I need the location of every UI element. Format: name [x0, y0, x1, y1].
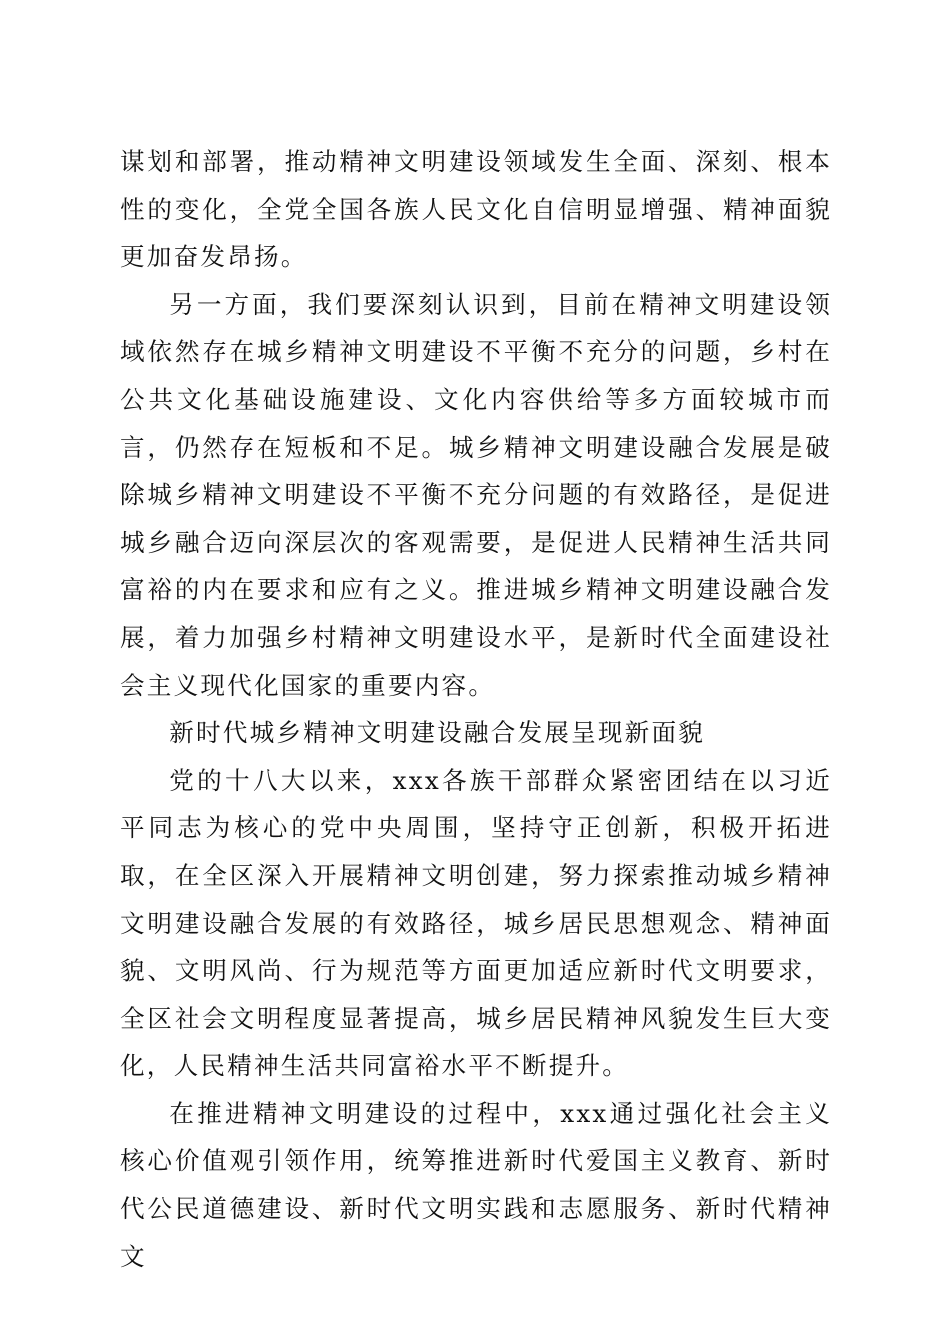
paragraph-since-eighteenth-congress: 党的十八大以来，xxx各族干部群众紧密团结在以习近平同志为核心的党中央周围，坚持守正创新，积极开拓进取，在全区深入开展精神文明创建，努力探索推动城乡精神文明建设融合发展的有效路径，城乡居民思想观念、精神面貌、文明风尚、行为规范等方面更加适应新时代文明要求，全区社会文明程度显著提高，城乡居民精神风貌发生巨大变化，人民精神生活共同富裕水平不断提升。 [120, 765, 832, 1081]
paragraph-promoting-civilization: 在推进精神文明建设的过程中，xxx通过强化社会主义核心价值观引领作用，统筹推进新时代爱国主义教育、新时代公民道德建设、新时代文明实践和志愿服务、新时代精神文 [120, 1098, 832, 1271]
paragraph-continuation: 谋划和部署，推动精神文明建设领域发生全面、深刻、根本性的变化，全党全国各族人民文化自信明显增强、精神面貌更加奋发昂扬。 [120, 147, 832, 272]
document-body [120, 138, 832, 1280]
paragraph-other-aspect: 另一方面，我们要深刻认识到，目前在精神文明建设领域依然存在城乡精神文明建设不平衡不充分的问题，乡村在公共文化基础设施建设、文化内容供给等多方面较城市而言，仍然存在短板和不足。城乡精神文明建设融合发展是破除城乡精神文明建设不平衡不充分问题的有效路径，是促进城乡融合迈向深层次的客观需要，是促进人民精神生活共同富裕的内在要求和应有之义。推进城乡精神文明建设融合发展，着力加强乡村精神文明建设水平，是新时代全面建设社会主义现代化国家的重要内容。 [120, 289, 832, 700]
section-heading: 新时代城乡精神文明建设融合发展呈现新面貌 [169, 718, 706, 748]
